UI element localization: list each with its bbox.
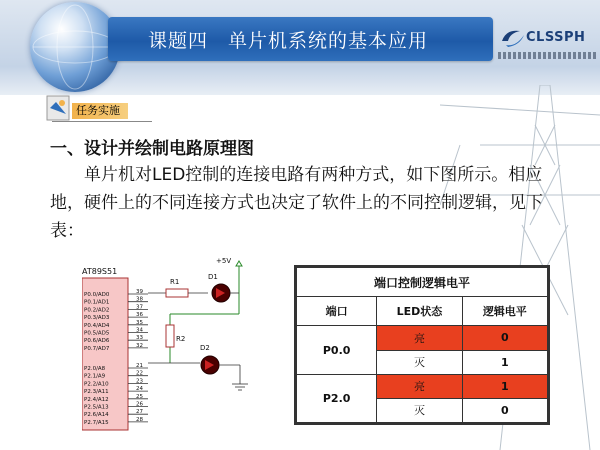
chip-pin-number: 25 [136, 393, 143, 400]
table-cell-port: P0.0 [297, 326, 377, 374]
d2-label: D2 [200, 344, 210, 352]
body-paragraph: 单片机对LED控制的连接电路有两种方式，如下图所示。相应地，硬件上的不同连接方式也决定了软件上的不同控制逻辑，见下表： [50, 165, 543, 241]
resistor-r2 [166, 325, 174, 347]
chip-pin-number: 35 [136, 319, 143, 326]
chip-pin-label: P0.7/AD7 [84, 345, 110, 352]
chip-pin-label: P2.2/A10 [84, 381, 109, 388]
chip-pin-number: 23 [136, 378, 143, 385]
ground-icon [232, 384, 248, 390]
page-title: 课题四 单片机系统的基本应用 [148, 30, 429, 52]
chip-pin-label: P0.4/AD4 [84, 322, 110, 329]
led-circuit-diagram [82, 252, 272, 437]
chip-pin-number: 33 [136, 335, 143, 342]
chip-pin-number: 34 [136, 327, 143, 334]
chip-pin-label: P2.0/A8 [84, 366, 106, 372]
table-header-led-state: LED状态 [377, 297, 462, 326]
badge-divider [52, 121, 152, 122]
r2-label: R2 [176, 335, 186, 343]
table-cell-state: 亮 [377, 326, 462, 350]
chip-pin-label: P2.4/A12 [84, 396, 109, 403]
r1-label: R1 [170, 278, 180, 286]
chip-pin-number: 36 [136, 312, 143, 319]
chip-pin-number: 38 [136, 296, 143, 303]
table-cell-port: P2.0 [297, 374, 377, 422]
chip-pin-number: 26 [136, 401, 143, 408]
table-row [297, 326, 548, 350]
chip-pin-label: P0.2/AD2 [84, 307, 110, 314]
logic-level-table [294, 265, 550, 425]
chip-pin-label: P2.5/A13 [84, 404, 109, 411]
globe-grid-icon [30, 2, 120, 92]
table-cell-level: 1 [462, 350, 547, 374]
chip-name: AT89S51 [82, 267, 118, 276]
chip-pin-label: P0.0/AD0 [84, 292, 110, 298]
chip-pin-number: 37 [136, 304, 143, 311]
table-header-logic-level: 逻辑电平 [462, 297, 547, 326]
chip-pin-number: 21 [136, 363, 143, 369]
table-header-port: 端口 [297, 297, 377, 326]
section-heading: 一、设计并绘制电路原理图 [50, 139, 254, 159]
publisher-logo-text: CLSSPH [526, 30, 586, 45]
publisher-logo-icon [500, 27, 526, 49]
chip-pin-label: P2.7/A15 [84, 419, 109, 426]
chip-pin-number: 24 [136, 386, 143, 393]
chip-pin-label: P2.6/A14 [84, 412, 109, 419]
d1-label: D1 [208, 273, 218, 281]
table-cell-level: 0 [462, 398, 547, 422]
chip-pin-label: P2.3/A11 [84, 389, 109, 396]
chip-pin-number: 28 [136, 416, 143, 423]
chip-pin-label: P0.5/AD5 [84, 330, 110, 337]
table-cell-state: 亮 [377, 374, 462, 398]
table-cell-state: 灭 [377, 350, 462, 374]
task-badge-label: 任务实施 [72, 103, 128, 119]
table-cell-state: 灭 [377, 398, 462, 422]
publisher-name-logo [498, 52, 598, 59]
table-row [297, 374, 548, 398]
chip-pin-label: P0.3/AD3 [84, 315, 110, 322]
chip-pin-label: P0.1/AD1 [84, 299, 110, 306]
chip-pin-label: P2.1/A9 [84, 373, 106, 380]
chip-pin-label: P0.6/AD6 [84, 338, 110, 345]
task-badge-icon [44, 92, 74, 124]
vcc-label: +5V [216, 257, 232, 265]
table-cell-level: 1 [462, 374, 547, 398]
chip-pin-number: 22 [136, 370, 143, 377]
table-title: 端口控制逻辑电平 [297, 268, 548, 297]
vcc-arrow-icon [236, 261, 242, 266]
chip-pin-number: 27 [136, 409, 143, 416]
chip-pin-number: 32 [136, 342, 143, 349]
chip-pin-number: 39 [136, 289, 143, 295]
resistor-r1 [166, 289, 188, 297]
table-cell-level: 0 [462, 326, 547, 350]
